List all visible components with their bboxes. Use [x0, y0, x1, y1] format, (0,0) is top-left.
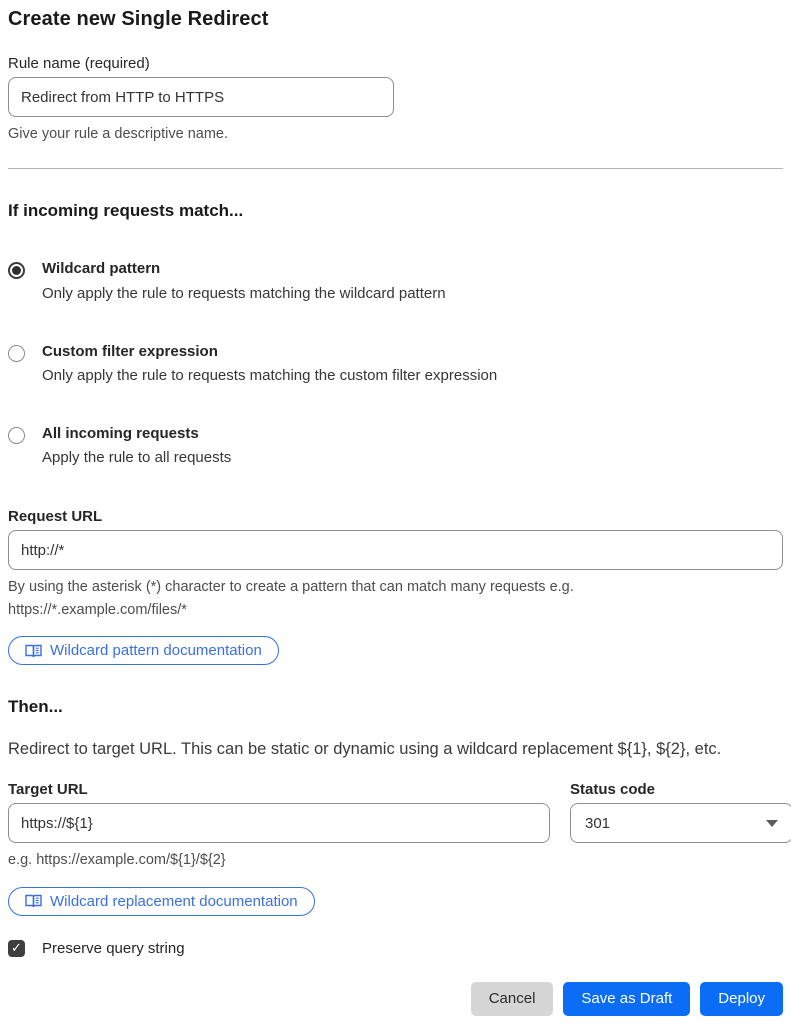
radio-all-incoming-label: All incoming requests: [42, 424, 199, 442]
wildcard-pattern-docs-label: Wildcard pattern documentation: [50, 642, 262, 660]
status-code-value: 301: [585, 814, 611, 832]
save-as-draft-button[interactable]: Save as Draft: [563, 982, 690, 1016]
status-code-select[interactable]: [570, 803, 791, 843]
status-code-label: Status code: [570, 781, 656, 799]
request-url-input[interactable]: [8, 530, 783, 570]
match-section-heading: If incoming requests match...: [8, 201, 244, 221]
rule-name-input[interactable]: [8, 77, 394, 117]
preserve-query-string-label: Preserve query string: [42, 939, 185, 957]
cancel-button[interactable]: Cancel: [471, 982, 554, 1016]
open-book-icon: [25, 894, 42, 908]
checkbox-checked-icon[interactable]: ✓: [8, 940, 25, 957]
rule-name-help: Give your rule a descriptive name.: [8, 126, 229, 142]
radio-all-incoming-requests[interactable]: [8, 424, 783, 468]
then-section-heading: Then...: [8, 697, 63, 717]
radio-selected-icon: [8, 262, 25, 279]
wildcard-replacement-docs-label: Wildcard replacement documentation: [50, 892, 298, 910]
radio-all-incoming-description: Apply the rule to all requests: [42, 449, 232, 467]
radio-wildcard-pattern-description: Only apply the rule to requests matching the wildcard pattern: [42, 284, 446, 302]
radio-wildcard-pattern[interactable]: [8, 259, 783, 303]
deploy-button[interactable]: Deploy: [700, 982, 783, 1016]
request-url-help-line1: By using the asterisk (*) character to create a pattern that can match many requests e.g.: [8, 579, 574, 596]
radio-custom-filter-expression[interactable]: [8, 342, 783, 386]
request-url-help: [8, 576, 783, 621]
wildcard-replacement-docs-button[interactable]: [8, 887, 315, 916]
form-actions: [8, 982, 783, 1025]
radio-unselected-icon: [8, 427, 25, 444]
section-divider: [8, 168, 783, 169]
page-title: Create new Single Redirect: [8, 8, 269, 30]
request-url-help-line2: https://*.example.com/files/*: [8, 601, 187, 618]
preserve-query-string-row[interactable]: [8, 940, 783, 957]
target-url-input[interactable]: [8, 803, 550, 843]
chevron-down-icon: [766, 820, 778, 827]
radio-custom-filter-description: Only apply the rule to requests matching the custom filter expression: [42, 366, 498, 384]
rule-name-label: Rule name (required): [8, 55, 150, 72]
radio-wildcard-pattern-label: Wildcard pattern: [42, 260, 161, 278]
target-url-label: Target URL: [8, 781, 88, 799]
request-url-label: Request URL: [8, 508, 103, 526]
then-description: Redirect to target URL. This can be static or dynamic using a wildcard replacement ${1}, ${2}, etc.: [8, 740, 722, 759]
target-url-help: e.g. https://example.com/${1}/${2}: [8, 852, 226, 869]
wildcard-pattern-docs-button[interactable]: [8, 636, 279, 665]
radio-custom-filter-label: Custom filter expression: [42, 342, 218, 360]
open-book-icon: [25, 644, 42, 658]
radio-unselected-icon: [8, 345, 25, 362]
